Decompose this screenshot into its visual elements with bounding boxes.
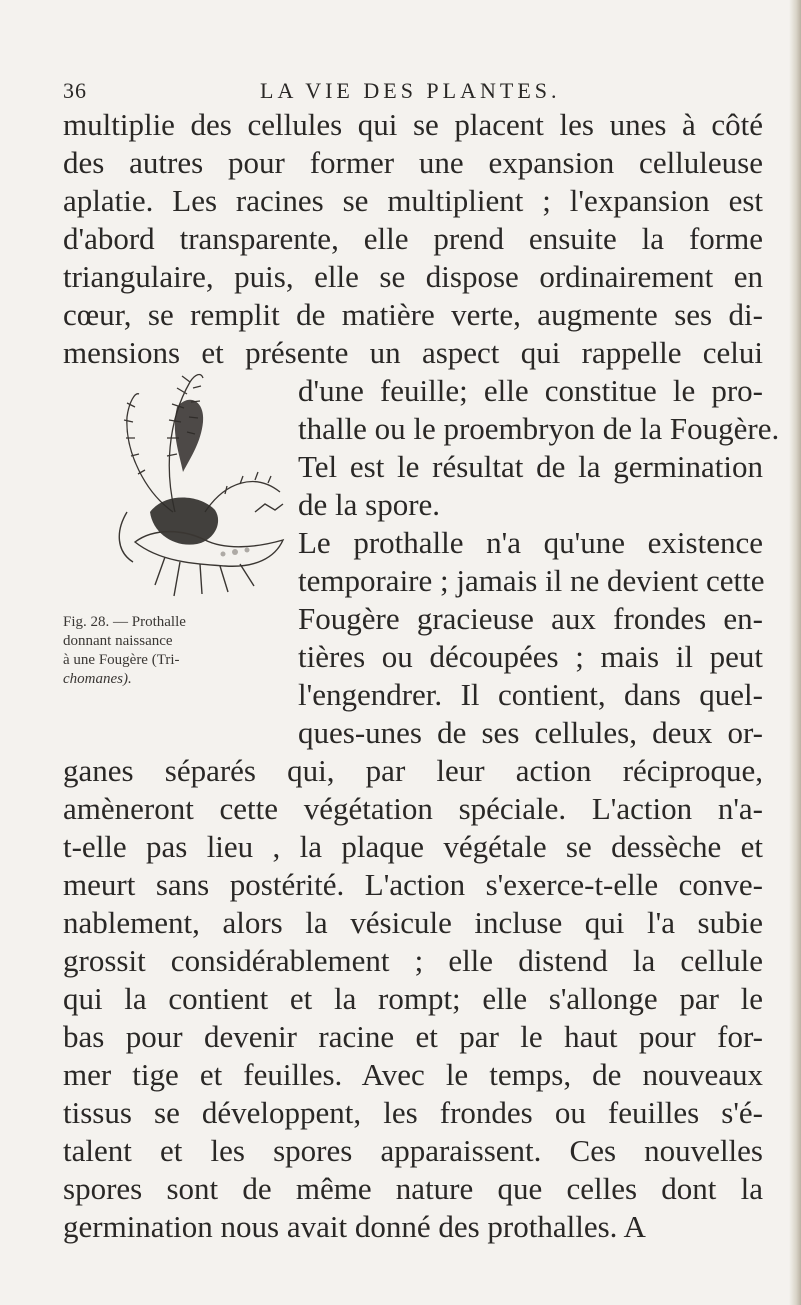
- text-line: Le prothalle n'a qu'une existence: [298, 525, 763, 560]
- text-line: spores sont de même nature que celles dont la: [63, 1171, 763, 1206]
- running-head: LA VIE DES PLANTES.: [260, 78, 561, 103]
- caption-line: Fig. 28. — Prothalle: [63, 614, 186, 630]
- text-line: tissus se développent, les frondes ou feuilles s'é-: [63, 1095, 763, 1130]
- text-line: multiplie des cellules qui se placent les unes à côté: [63, 107, 763, 142]
- text-line: cœur, se remplit de matière verte, augmente ses di-: [63, 297, 763, 332]
- text-line: meurt sans postérité. L'action s'exerce-t-elle conve-: [63, 867, 763, 902]
- text-line: t-elle pas lieu , la plaque végétale se dessèche et: [63, 829, 763, 864]
- text-line: germination nous avait donné des prothalles. A: [63, 1209, 646, 1244]
- text-line: Tel est le résultat de la germination: [298, 449, 763, 484]
- text-line: Fougère gracieuse aux frondes en-: [298, 601, 763, 636]
- text-line: de la spore.: [298, 487, 441, 522]
- text-line: triangulaire, puis, elle se dispose ordinairement en: [63, 259, 763, 294]
- text-line: qui la contient et la rompt; elle s'allonge par le: [63, 981, 763, 1016]
- text-line: des autres pour former une expansion celluleuse: [63, 145, 763, 180]
- text-line: d'abord transparente, elle prend ensuite la forme: [63, 221, 763, 256]
- text-line: temporaire ; jamais il ne devient cette: [298, 563, 765, 598]
- prothalle-illustration: [105, 362, 295, 614]
- caption-line: donnant naissance: [63, 633, 173, 649]
- text-line: nablement, alors la vésicule incluse qui l'a subie: [63, 905, 763, 940]
- text-line: tières ou découpées ; mais il peut: [298, 639, 763, 674]
- page-number: 36: [63, 78, 87, 103]
- text-line: thalle ou le proembryon de la Fougère.: [298, 411, 780, 446]
- text-line: ganes séparés qui, par leur action réciproque,: [63, 753, 763, 788]
- text-line: mer tige et feuilles. Avec le temps, de nouveaux: [63, 1057, 763, 1092]
- text-line: ques-unes de ses cellules, deux or-: [298, 715, 763, 750]
- text-line: aplatie. Les racines se multiplient ; l'expansion est: [63, 183, 763, 218]
- page-edge-shadow: [789, 0, 801, 1305]
- text-line: grossit considérablement ; elle distend la cellule: [63, 943, 763, 978]
- text-line: d'une feuille; elle constitue le pro-: [298, 373, 763, 408]
- text-line: mensions et présente un aspect qui rappelle celui: [63, 335, 763, 370]
- text-line: talent et les spores apparaissent. Ces nouvelles: [63, 1133, 763, 1168]
- text-line: l'engendrer. Il contient, dans quel-: [298, 677, 763, 712]
- caption-line: chomanes).: [63, 671, 132, 687]
- caption-line: à une Fougère (Tri-: [63, 652, 180, 668]
- text-line: amèneront cette végétation spéciale. L'action n'a-: [63, 791, 763, 826]
- text-line: bas pour devenir racine et par le haut pour for-: [63, 1019, 763, 1054]
- figure-caption: [63, 613, 295, 689]
